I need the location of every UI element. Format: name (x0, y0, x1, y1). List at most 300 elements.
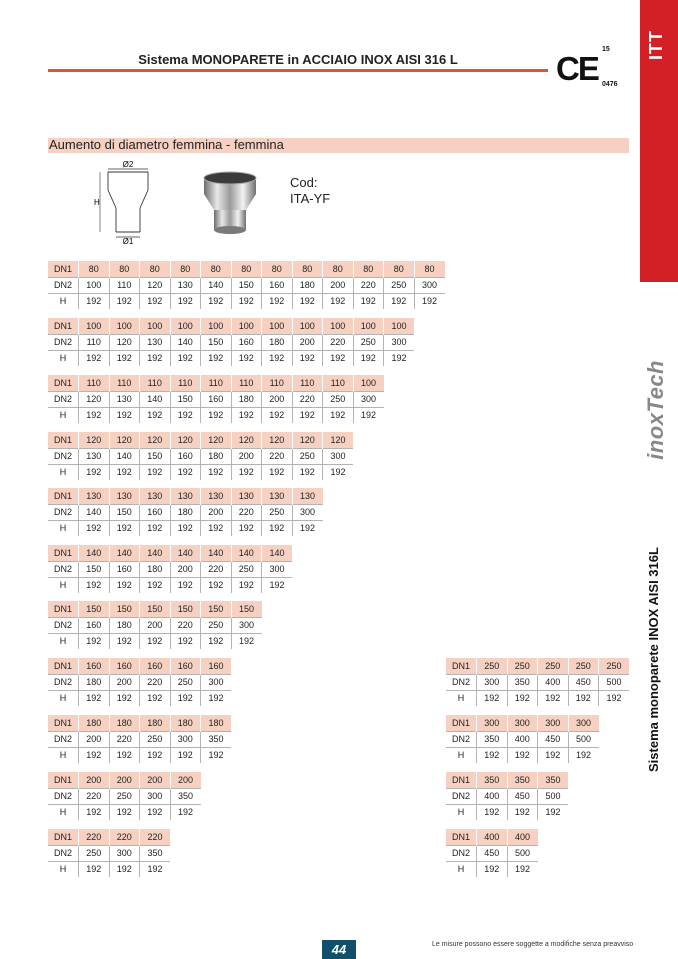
table-cell: 192 (170, 633, 201, 649)
table-cell: 100 (323, 318, 354, 334)
table-cell: 200 (109, 674, 140, 690)
dimension-table (446, 715, 599, 763)
dn1-row (48, 432, 353, 448)
dn1-row (446, 715, 599, 731)
table-cell: 300 (414, 277, 445, 293)
dn2-row (446, 674, 629, 690)
dn2-row (48, 561, 292, 577)
row-header-cell: DN1 (48, 432, 79, 448)
table-cell: 350 (140, 845, 171, 861)
table-cell: 192 (140, 861, 171, 877)
table-cell: 160 (231, 334, 262, 350)
table-cell: 120 (231, 432, 262, 448)
table-cell: 180 (109, 715, 140, 731)
table-cell: 250 (477, 658, 508, 674)
table-cell: 180 (231, 391, 262, 407)
table-cell: 220 (231, 504, 262, 520)
table-cell: 110 (109, 375, 140, 391)
dn2-row (446, 731, 599, 747)
table-cell: 192 (231, 350, 262, 366)
table-cell: 192 (109, 407, 140, 423)
table-cell: 220 (109, 731, 140, 747)
table-cell: 192 (109, 747, 140, 763)
table-cell: 140 (170, 545, 201, 561)
dn1-row (48, 488, 323, 504)
table-cell: 140 (201, 277, 232, 293)
table-cell: 160 (262, 277, 293, 293)
table-cell: 300 (109, 845, 140, 861)
table-cell: 160 (170, 448, 201, 464)
table-cell: 120 (79, 432, 110, 448)
table-cell: 300 (170, 731, 201, 747)
table-cell: 80 (384, 261, 415, 277)
table-cell: 192 (568, 690, 599, 706)
table-cell: 192 (140, 407, 171, 423)
dn1-row (48, 715, 231, 731)
table-cell: 180 (140, 561, 171, 577)
table-cell: 350 (538, 772, 569, 788)
product-code (290, 175, 330, 207)
table-cell: 192 (477, 747, 508, 763)
table-cell: 110 (231, 375, 262, 391)
table-cell: 192 (323, 350, 354, 366)
dn1-row (48, 772, 201, 788)
table-cell: 250 (353, 334, 384, 350)
table-cell: 100 (262, 318, 293, 334)
table-cell: 130 (170, 488, 201, 504)
dimension-table (48, 488, 323, 536)
table-cell: 180 (79, 715, 110, 731)
row-header-cell: DN2 (446, 731, 477, 747)
title-underline (48, 69, 548, 72)
dimension-table (48, 545, 292, 593)
table-cell: 192 (323, 464, 354, 480)
table-cell: 220 (323, 334, 354, 350)
dimension-table (48, 715, 231, 763)
row-header-cell: DN2 (48, 448, 79, 464)
table-cell: 192 (292, 293, 323, 309)
h-row (446, 690, 629, 706)
row-header-cell: H (457, 807, 465, 818)
table-cell: 400 (477, 788, 508, 804)
table-cell: 150 (109, 504, 140, 520)
table-cell: 150 (231, 601, 262, 617)
row-header-cell: DN2 (48, 617, 79, 633)
table-cell: 192 (140, 350, 171, 366)
h-row (48, 464, 353, 480)
table-cell: 192 (140, 804, 171, 820)
product-code-label: Cod: (290, 175, 318, 190)
dn2-row (446, 788, 568, 804)
row-header-cell: DN1 (48, 601, 79, 617)
brand-logo: inoxTech (643, 360, 668, 460)
row-header-cell: DN2 (446, 845, 477, 861)
row-header-cell: DN2 (48, 788, 79, 804)
table-cell: 130 (292, 488, 323, 504)
table-cell: 350 (507, 772, 538, 788)
row-header-cell: H (457, 750, 465, 761)
table-cell: 100 (109, 318, 140, 334)
table-cell: 250 (170, 674, 201, 690)
table-cell: 200 (170, 561, 201, 577)
table-cell: 150 (79, 601, 110, 617)
table-cell: 160 (79, 617, 110, 633)
footer-note: Le misure possono essere soggette a modifiche senza preavviso (432, 941, 634, 948)
table-cell: 250 (231, 561, 262, 577)
table-cell: 192 (292, 407, 323, 423)
dn2-row (48, 448, 353, 464)
dimension-table (446, 658, 629, 706)
table-cell: 192 (140, 520, 171, 536)
dn1-row (446, 772, 568, 788)
dn2-row (48, 617, 262, 633)
table-cell: 300 (538, 715, 569, 731)
table-cell: 192 (538, 690, 569, 706)
table-cell: 250 (384, 277, 415, 293)
table-cell: 130 (231, 488, 262, 504)
table-cell: 400 (507, 829, 538, 845)
table-cell: 350 (201, 731, 232, 747)
table-cell: 140 (231, 545, 262, 561)
row-header-cell: H (59, 296, 67, 307)
dimension-table (48, 432, 353, 480)
row-header-cell: DN1 (48, 261, 79, 277)
table-cell: 192 (262, 577, 293, 593)
h-row (48, 407, 384, 423)
table-cell: 250 (292, 448, 323, 464)
table-cell: 180 (262, 334, 293, 350)
table-cell: 250 (201, 617, 232, 633)
table-cell: 300 (140, 788, 171, 804)
h-row (446, 861, 538, 877)
table-cell: 120 (292, 432, 323, 448)
dn1-row (48, 601, 262, 617)
table-cell: 250 (262, 504, 293, 520)
row-header-cell: H (59, 807, 67, 818)
table-cell: 192 (109, 464, 140, 480)
table-cell: 300 (201, 674, 232, 690)
table-cell: 100 (353, 375, 384, 391)
table-cell: 140 (79, 545, 110, 561)
table-cell: 450 (477, 845, 508, 861)
table-cell: 300 (323, 448, 354, 464)
table-cell: 192 (262, 407, 293, 423)
table-cell: 500 (538, 788, 569, 804)
table-cell: 130 (79, 488, 110, 504)
h-row (446, 747, 599, 763)
dn2-row (48, 391, 384, 407)
table-cell: 192 (201, 577, 232, 593)
table-cell: 200 (262, 391, 293, 407)
row-header-cell: DN2 (48, 391, 79, 407)
table-cell: 220 (140, 674, 171, 690)
table-cell: 192 (262, 293, 293, 309)
dn1-row (446, 829, 538, 845)
table-cell: 300 (477, 674, 508, 690)
table-cell: 160 (201, 391, 232, 407)
row-header-cell: DN2 (48, 277, 79, 293)
table-cell: 100 (170, 318, 201, 334)
table-cell: 110 (292, 375, 323, 391)
table-cell: 100 (201, 318, 232, 334)
table-cell: 150 (140, 448, 171, 464)
row-header-cell: DN2 (446, 674, 477, 690)
row-header-cell: DN1 (48, 545, 79, 561)
row-header-cell: DN1 (446, 829, 477, 845)
dn2-row (48, 504, 323, 520)
table-cell: 192 (384, 350, 415, 366)
table-cell: 80 (109, 261, 140, 277)
table-cell: 180 (170, 504, 201, 520)
table-cell: 192 (507, 861, 538, 877)
table-cell: 100 (292, 318, 323, 334)
table-cell: 192 (262, 520, 293, 536)
dimension-table (48, 772, 201, 820)
product-code-value: ITA-YF (290, 191, 331, 206)
table-cell: 192 (292, 520, 323, 536)
table-cell: 100 (231, 318, 262, 334)
table-cell: 192 (353, 350, 384, 366)
table-cell: 180 (201, 448, 232, 464)
h-row (48, 861, 170, 877)
row-header-cell: H (59, 410, 67, 421)
row-header-cell: H (457, 693, 465, 704)
table-cell: 80 (140, 261, 171, 277)
table-cell: 192 (170, 577, 201, 593)
table-cell: 110 (109, 277, 140, 293)
row-header-cell: DN2 (48, 504, 79, 520)
table-cell: 130 (109, 488, 140, 504)
row-header-cell: DN2 (446, 788, 477, 804)
table-cell: 192 (323, 293, 354, 309)
table-cell: 100 (384, 318, 415, 334)
section-title: Aumento di diametro femmina - femmina (49, 137, 284, 152)
table-cell: 192 (507, 690, 538, 706)
table-cell: 160 (201, 658, 232, 674)
table-cell: 110 (140, 375, 171, 391)
table-cell: 150 (79, 561, 110, 577)
table-cell: 192 (477, 861, 508, 877)
table-cell: 140 (140, 391, 171, 407)
table-cell: 160 (79, 658, 110, 674)
table-cell: 300 (477, 715, 508, 731)
table-cell: 180 (109, 617, 140, 633)
table-cell: 192 (140, 690, 171, 706)
row-header-cell: DN2 (48, 731, 79, 747)
ce-mark-superscript: 15 (602, 46, 610, 53)
row-header-cell: H (59, 353, 67, 364)
table-cell: 400 (477, 829, 508, 845)
table-cell: 80 (414, 261, 445, 277)
table-cell: 400 (507, 731, 538, 747)
table-cell: 100 (79, 277, 110, 293)
table-cell: 220 (140, 829, 171, 845)
table-cell: 130 (140, 334, 171, 350)
side-vertical-label: Sistema monoparete INOX AISI 316L (646, 547, 661, 772)
table-cell: 220 (353, 277, 384, 293)
table-cell: 192 (170, 690, 201, 706)
table-cell: 192 (79, 577, 110, 593)
table-cell: 160 (170, 658, 201, 674)
table-cell: 100 (353, 318, 384, 334)
dimension-table (48, 318, 414, 366)
table-cell: 192 (170, 350, 201, 366)
table-cell: 300 (568, 715, 599, 731)
row-header-cell: H (59, 523, 67, 534)
table-cell: 192 (201, 293, 232, 309)
table-cell: 350 (507, 674, 538, 690)
table-cell: 192 (79, 633, 110, 649)
table-cell: 192 (170, 520, 201, 536)
row-header-cell: DN1 (446, 658, 477, 674)
dn1-row (48, 658, 231, 674)
table-cell: 500 (507, 845, 538, 861)
table-cell: 220 (109, 829, 140, 845)
table-cell: 192 (79, 464, 110, 480)
row-header-cell: H (457, 864, 465, 875)
table-cell: 130 (170, 277, 201, 293)
row-header-cell: H (59, 580, 67, 591)
row-header-cell: H (59, 864, 67, 875)
row-header-cell: DN2 (48, 674, 79, 690)
h-row (446, 804, 568, 820)
table-cell: 192 (507, 804, 538, 820)
dimension-table (48, 658, 231, 706)
table-cell: 192 (140, 747, 171, 763)
table-cell: 200 (292, 334, 323, 350)
row-header-cell: DN2 (48, 561, 79, 577)
table-cell: 192 (201, 350, 232, 366)
table-cell: 120 (323, 432, 354, 448)
table-cell: 140 (109, 448, 140, 464)
table-cell: 130 (201, 488, 232, 504)
table-cell: 80 (292, 261, 323, 277)
table-cell: 192 (201, 464, 232, 480)
h-row (48, 690, 231, 706)
table-cell: 350 (477, 731, 508, 747)
table-cell: 192 (140, 293, 171, 309)
table-cell: 100 (79, 318, 110, 334)
table-cell: 300 (353, 391, 384, 407)
table-cell: 192 (109, 633, 140, 649)
table-cell: 220 (201, 561, 232, 577)
table-cell: 160 (140, 504, 171, 520)
table-cell: 192 (170, 464, 201, 480)
table-cell: 192 (292, 350, 323, 366)
table-cell: 192 (262, 464, 293, 480)
table-cell: 200 (170, 772, 201, 788)
dn2-row (48, 277, 445, 293)
table-cell: 110 (323, 375, 354, 391)
table-cell: 192 (109, 293, 140, 309)
table-cell: 120 (262, 432, 293, 448)
table-cell: 130 (140, 488, 171, 504)
table-cell: 192 (140, 633, 171, 649)
table-cell: 180 (170, 715, 201, 731)
side-tab-label: ITT (646, 30, 666, 60)
table-cell: 192 (79, 747, 110, 763)
table-cell: 192 (353, 293, 384, 309)
table-cell: 250 (599, 658, 630, 674)
ce-mark-logo: CE (556, 50, 598, 87)
table-cell: 160 (109, 561, 140, 577)
table-cell: 192 (79, 350, 110, 366)
table-cell: 192 (292, 464, 323, 480)
dimension-table (446, 829, 538, 877)
table-cell: 192 (201, 747, 232, 763)
table-cell: 150 (109, 601, 140, 617)
table-cell: 400 (538, 674, 569, 690)
table-cell: 150 (201, 334, 232, 350)
h-row (48, 747, 231, 763)
table-cell: 192 (109, 690, 140, 706)
table-cell: 140 (140, 545, 171, 561)
table-cell: 192 (599, 690, 630, 706)
table-cell: 150 (231, 277, 262, 293)
table-cell: 200 (140, 772, 171, 788)
h-row (48, 804, 201, 820)
table-cell: 300 (231, 617, 262, 633)
table-cell: 192 (538, 804, 569, 820)
table-cell: 130 (79, 448, 110, 464)
table-cell: 180 (292, 277, 323, 293)
dn2-row (48, 674, 231, 690)
table-cell: 130 (262, 488, 293, 504)
table-cell: 250 (109, 788, 140, 804)
table-cell: 80 (323, 261, 354, 277)
table-cell: 160 (109, 658, 140, 674)
table-cell: 192 (109, 804, 140, 820)
drawing-label-d2: Ø2 (122, 160, 134, 169)
table-cell: 80 (353, 261, 384, 277)
technical-drawing (90, 160, 180, 244)
table-cell: 192 (109, 577, 140, 593)
table-cell: 80 (201, 261, 232, 277)
table-cell: 192 (414, 293, 445, 309)
h-row (48, 350, 414, 366)
table-cell: 220 (262, 448, 293, 464)
table-cell: 120 (140, 277, 171, 293)
table-cell: 250 (568, 658, 599, 674)
table-cell: 300 (384, 334, 415, 350)
table-cell: 192 (262, 350, 293, 366)
table-cell: 120 (201, 432, 232, 448)
dimension-table (48, 261, 445, 309)
table-cell: 250 (538, 658, 569, 674)
table-cell: 80 (262, 261, 293, 277)
table-cell: 140 (201, 545, 232, 561)
row-header-cell: H (59, 750, 67, 761)
table-cell: 192 (231, 407, 262, 423)
dn2-row (48, 731, 231, 747)
table-cell: 220 (79, 829, 110, 845)
table-cell: 450 (568, 674, 599, 690)
table-cell: 180 (140, 715, 171, 731)
table-cell: 300 (262, 561, 293, 577)
table-cell: 250 (79, 845, 110, 861)
table-cell: 192 (79, 804, 110, 820)
table-cell: 192 (231, 464, 262, 480)
table-cell: 140 (170, 334, 201, 350)
table-cell: 80 (79, 261, 110, 277)
page-title: Sistema MONOPARETE in ACCIAIO INOX AISI 316 L (138, 52, 458, 67)
table-cell: 192 (170, 747, 201, 763)
table-cell: 150 (140, 601, 171, 617)
table-cell: 350 (170, 788, 201, 804)
row-header-cell: H (59, 693, 67, 704)
drawing-label-d1: Ø1 (122, 237, 134, 244)
dn1-row (48, 318, 414, 334)
